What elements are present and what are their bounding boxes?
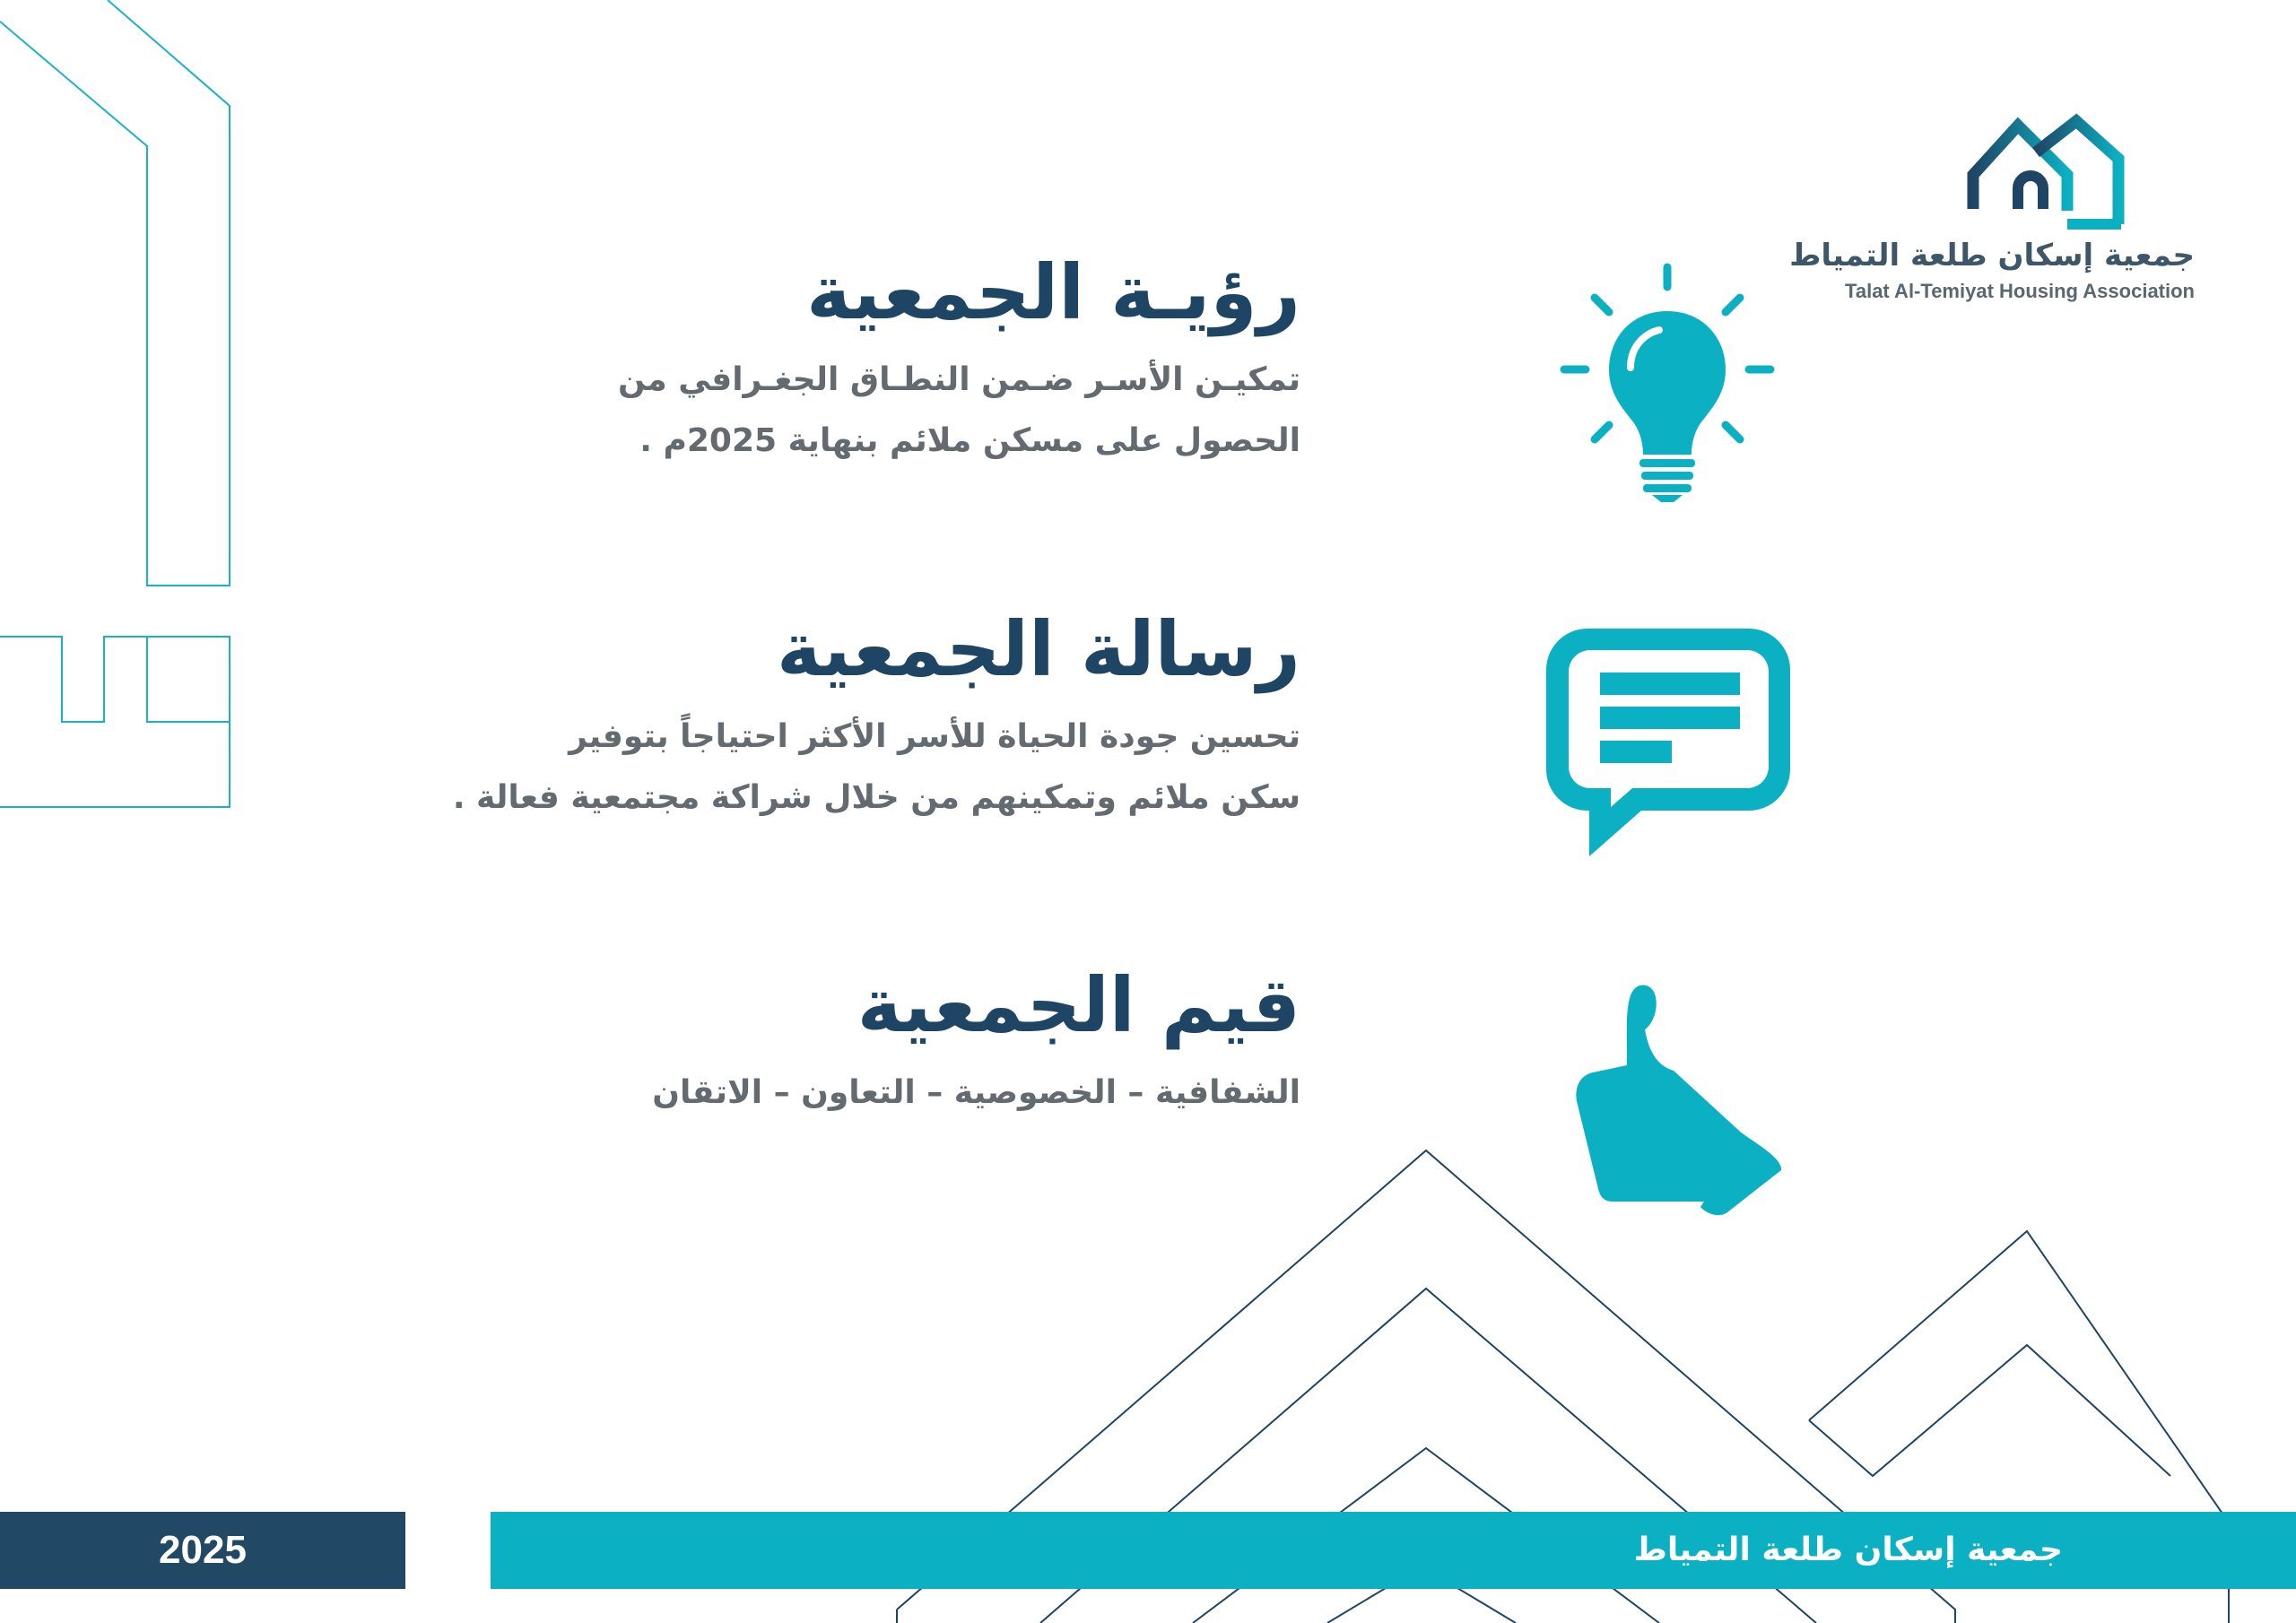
- association-logo: [1789, 112, 2206, 309]
- mission-line-2: سكن ملائم وتمكينهم من خلال شراكة مجتمعية فعالة .: [452, 779, 1300, 817]
- thumbs-up-icon: [1550, 977, 1787, 1219]
- chat-bubble-icon: [1543, 623, 1796, 861]
- mission-title: رسالة الجمعية: [776, 605, 1300, 693]
- lightbulb-icon: [1559, 262, 1779, 504]
- footer-band: [491, 1512, 2296, 1589]
- mission-line-1: تحسين جودة الحياة للأسر الأكثر احتياجاً بتوفير: [569, 718, 1300, 756]
- logo-english-name: Talat Al-Temiyat Housing Association: [1845, 280, 2195, 302]
- footer-year: 2025: [0, 1512, 405, 1589]
- vision-line-2: الحصول على مسكن ملائم بنهاية 2025م .: [639, 422, 1300, 460]
- values-title: قيم الجمعية: [857, 961, 1300, 1049]
- logo-arabic-name: جمعية إسكان طلعة التمياط: [1789, 238, 2195, 273]
- values-section: [652, 961, 1300, 1124]
- mission-section: [452, 605, 1300, 829]
- vision-title: رؤيـة الجمعية: [806, 248, 1300, 336]
- values-line-1: الشفافية – الخصوصية – التعاون – الاتقان: [652, 1074, 1300, 1112]
- vision-line-1: تمكيـن الأسـر ضـمن النطـاق الجغـرافي من: [618, 361, 1300, 399]
- vision-section: [618, 248, 1300, 472]
- houses-logo-icon: [1928, 112, 2197, 238]
- footer-org-name: جمعية إسكان طلعة التمياط: [1633, 1532, 2063, 1568]
